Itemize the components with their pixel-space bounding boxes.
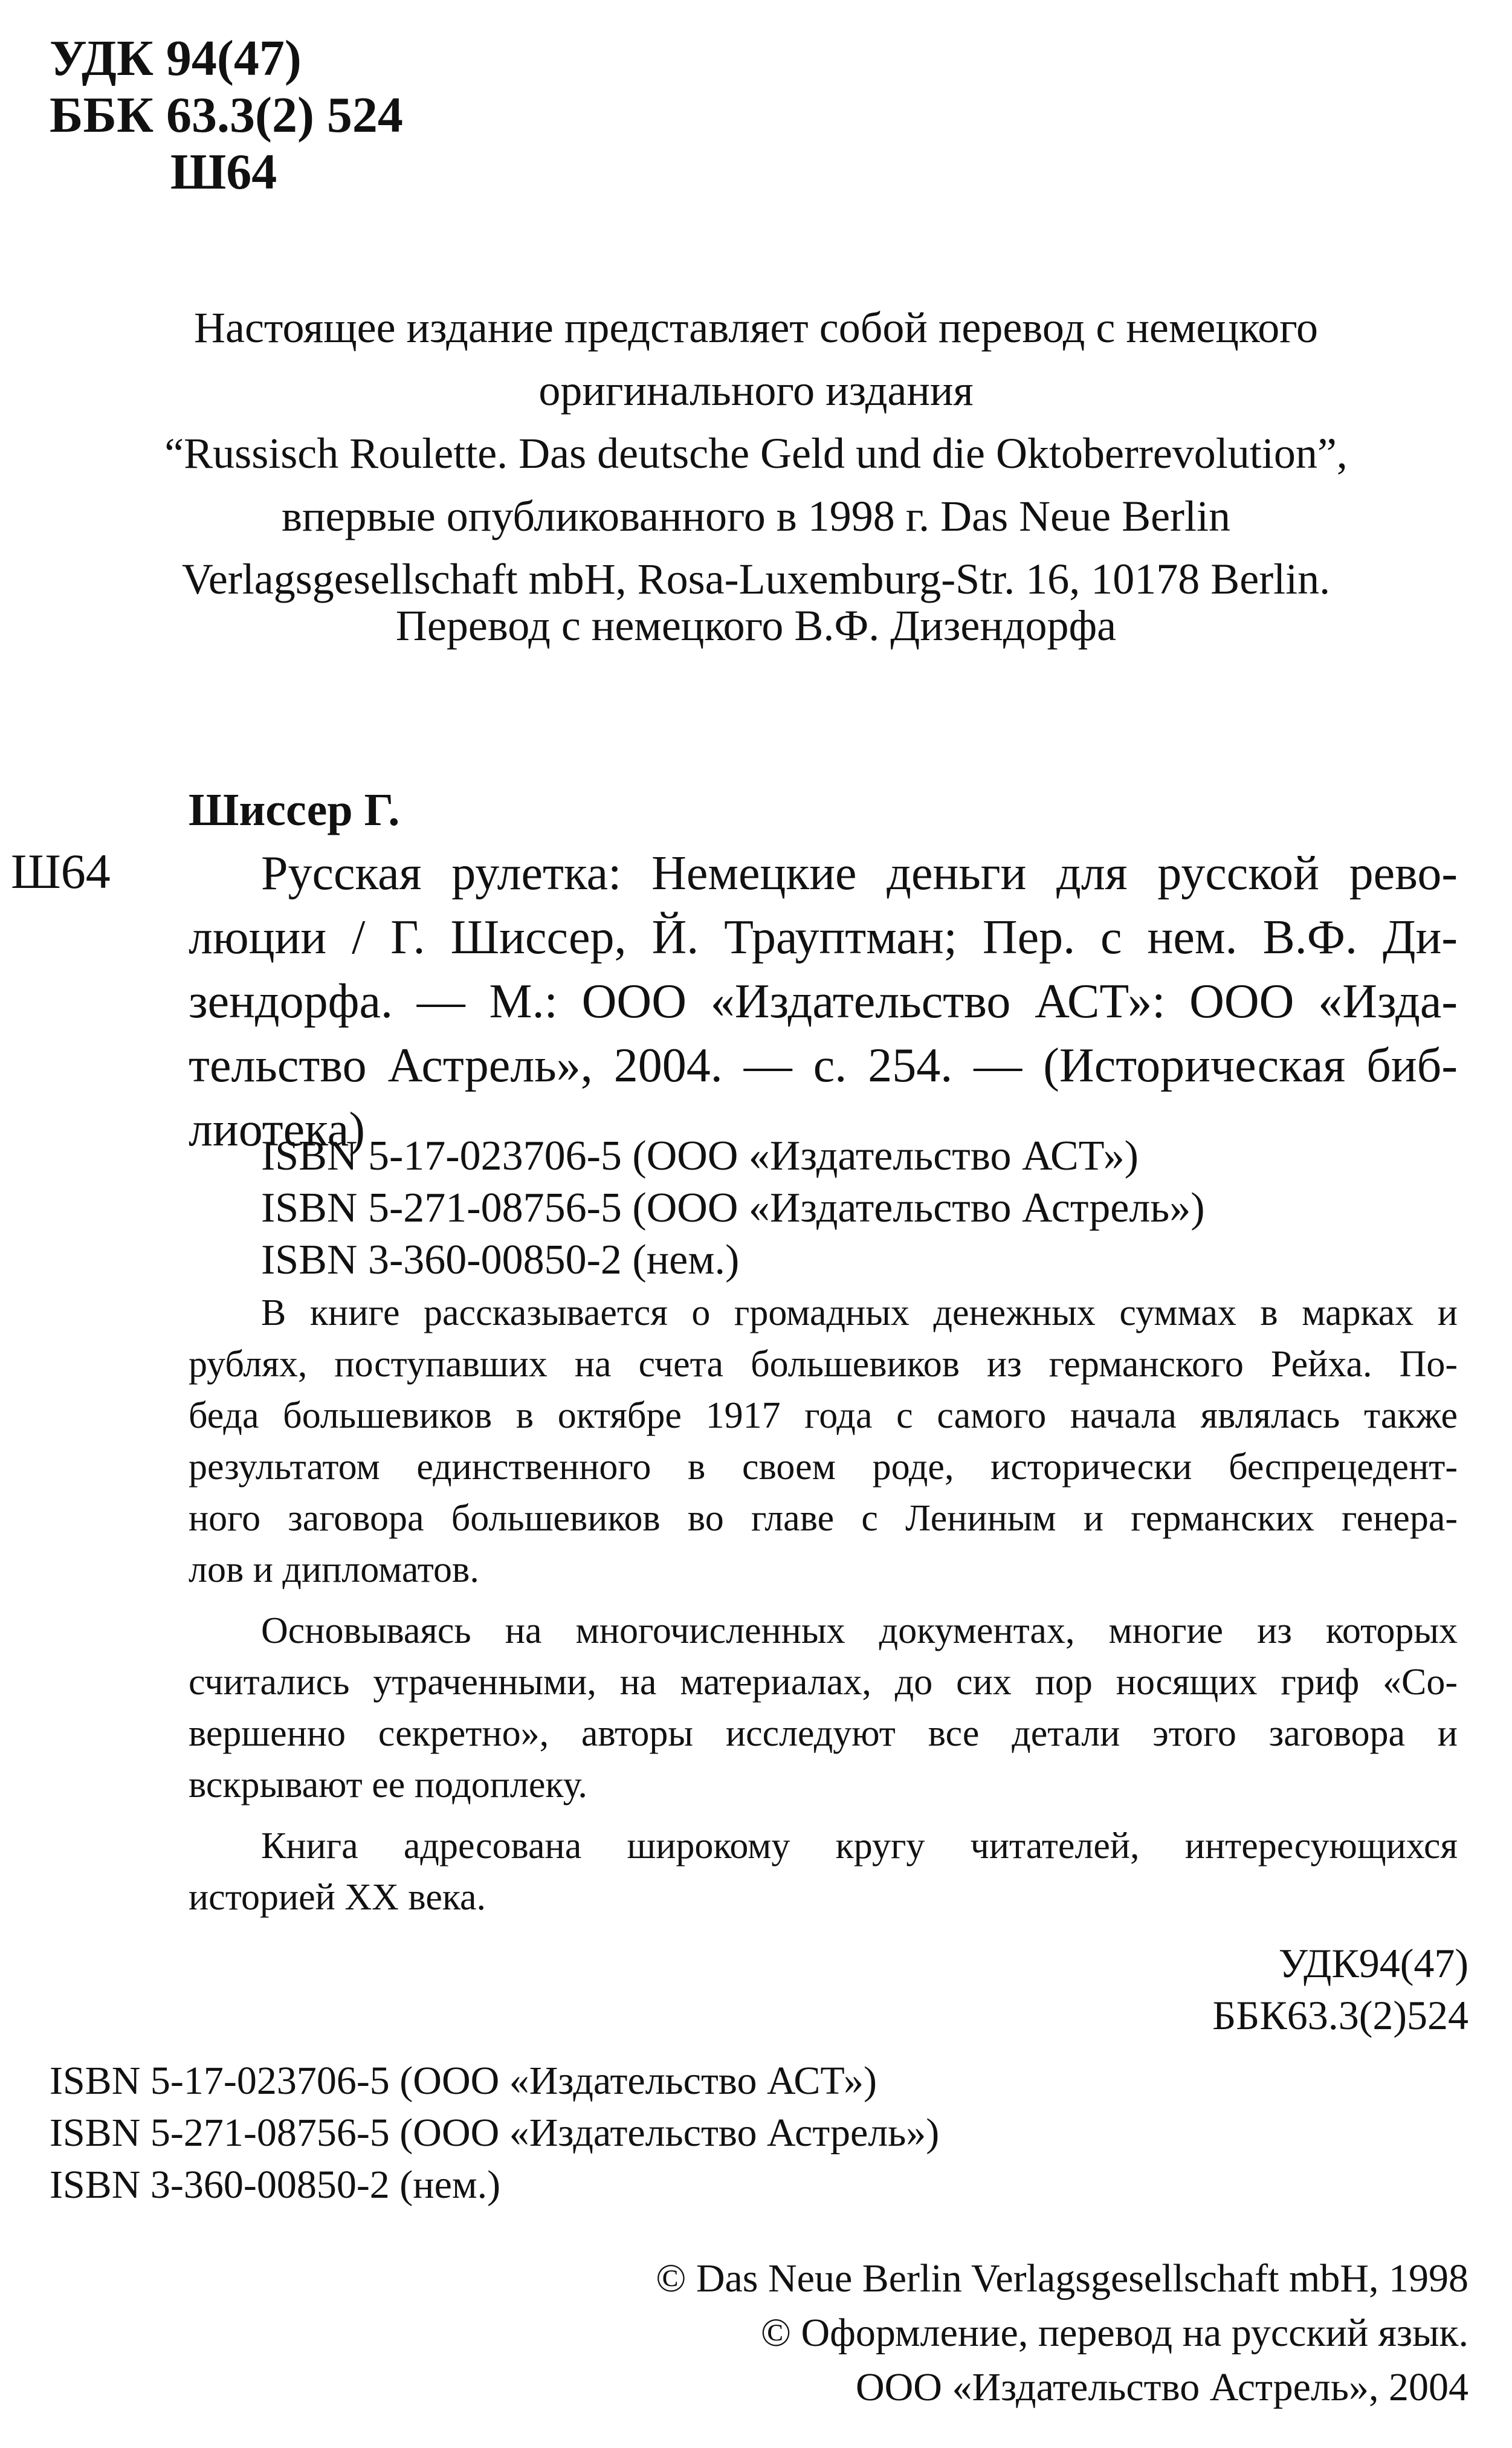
translator-credit: Перевод с немецкого В.Ф. Дизендорфа [395, 601, 1117, 650]
annotation-line: рублях, поступавших на счета большевиков из германского Рейха. По- [189, 1344, 1458, 1385]
bib-line: люции / Г. Шиссер, Й. Трауптман; Пер. с нем. В.Ф. Ди- [189, 911, 1458, 964]
bib-line: лиотека) [189, 1103, 365, 1156]
edition-line: впервые опубликованного в 1998 г. Das Neue Berlin [281, 492, 1231, 540]
copyright-line: © Оформление, перевод на русский язык. [760, 2311, 1468, 2355]
annotation-line: лов и дипломатов. [189, 1549, 479, 1590]
copyright-line: © Das Neue Berlin Verlagsgesellschaft mbH, 1998 [656, 2256, 1468, 2301]
bib-line: Русская рулетка: Немецкие деньги для русской рево- [261, 847, 1458, 900]
edition-note [73, 296, 1439, 610]
isbn-line: ISBN 3-360-00850-2 (нем.) [261, 1237, 740, 1283]
annotation-line: результатом единственного в своем роде, исторически беспрецедент- [189, 1446, 1458, 1488]
author-sign: Ш64 [170, 144, 277, 200]
isbn-line: ISBN 5-17-023706-5 (ООО «Издательство АСТ») [50, 2059, 877, 2103]
copyright-notice [656, 2252, 1468, 2415]
annotation-line: ного заговора большевиков во главе с Лениным и германских генера- [189, 1498, 1458, 1539]
annotation-paragraph [189, 1821, 1458, 1923]
isbn-line: ISBN 5-271-08756-5 (ООО «Издательство Астрель») [261, 1185, 1205, 1231]
copyright-line: ООО «Издательство Астрель», 2004 [855, 2365, 1468, 2409]
isbn-line: ISBN 3-360-00850-2 (нем.) [50, 2163, 501, 2207]
edition-line: Verlagsgesellschaft mbH, Rosa-Luxemburg-Str. 16, 10178 Berlin. [181, 555, 1331, 603]
card-isbn-list [261, 1130, 1205, 1286]
classification-codes-top [50, 30, 403, 201]
isbn-line: ISBN 5-17-023706-5 (ООО «Издательство АСТ») [261, 1133, 1139, 1179]
bib-line: зендорфа. — М.: ООО «Издательство АСТ»: ООО «Изда- [189, 975, 1458, 1028]
card-author-sign: Ш64 [11, 844, 111, 899]
udk-code: УДК 94(47) [50, 30, 302, 86]
bbk-code: ББК63.3(2)524 [1212, 1992, 1468, 2038]
annotation-line: вершенно секретно», авторы исследуют все детали этого заговора и [189, 1713, 1458, 1754]
annotation-line: Книга адресована широкому кругу читателей, интересующихся [261, 1825, 1458, 1867]
annotation [189, 1287, 1458, 1923]
edition-line: Настоящее издание представляет собой перевод с немецкого [194, 303, 1318, 352]
classification-codes-right [1212, 1937, 1468, 2041]
annotation-paragraph [189, 1287, 1458, 1596]
edition-line: “Russisch Roulette. Das deutsche Geld und die Oktoberrevolution”, [164, 429, 1348, 478]
annotation-line: вскрывают ее подоплеку. [189, 1764, 587, 1805]
bibliographic-description [189, 841, 1458, 1162]
isbn-line: ISBN 5-271-08756-5 (ООО «Издательство Астрель») [50, 2111, 940, 2155]
udk-code: УДК94(47) [1278, 1940, 1468, 1986]
annotation-line: считались утраченными, на материалах, до сих пор носящих гриф «Со- [189, 1662, 1458, 1703]
edition-line: оригинального издания [538, 366, 974, 415]
annotation-line: историей XX века. [189, 1877, 486, 1918]
annotation-line: беда большевиков в октябре 1917 года с самого начала являлась также [189, 1395, 1458, 1436]
annotation-line: Основываясь на многочисленных документах, многие из которых [261, 1610, 1458, 1651]
annotation-paragraph [189, 1605, 1458, 1811]
annotation-line: В книге рассказывается о громадных денежных суммах в марках и [261, 1292, 1458, 1333]
bbk-code: ББК 63.3(2) 524 [50, 87, 403, 143]
isbn-list [50, 2055, 939, 2211]
card-author: Шиссер Г. [189, 785, 400, 835]
bib-line: тельство Астрель», 2004. — с. 254. — (Историческая биб- [189, 1039, 1458, 1092]
